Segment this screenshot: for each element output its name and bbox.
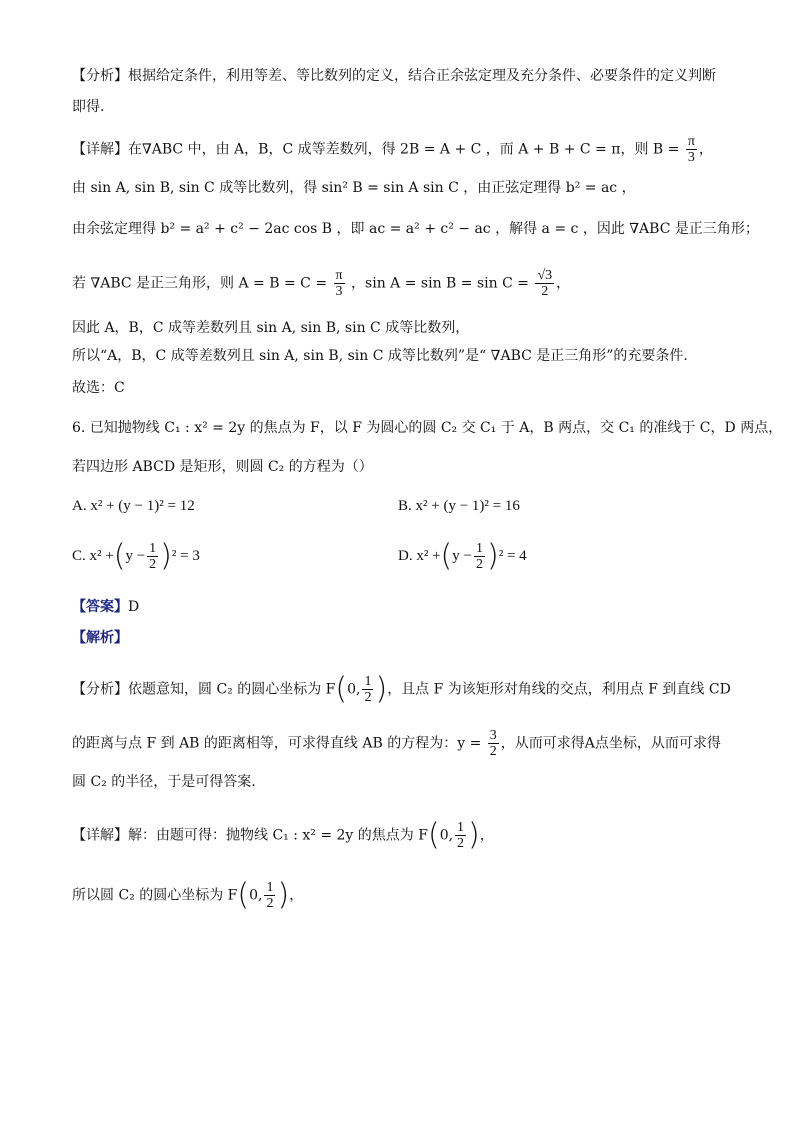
option-d [398, 538, 527, 574]
answer-line [72, 597, 139, 617]
paren-right: ) [375, 671, 388, 707]
analysis2-line2-end: ，从而可求得A点坐标，从而可求得 [500, 735, 721, 752]
frac-den: 2 [457, 836, 465, 851]
fraction-one-half [474, 541, 485, 572]
frac-den: 3 [687, 150, 695, 165]
option-d-label: D. x² + [398, 547, 441, 564]
detail1-line1-text: ∇ABC 中，由 A，B，C 成等差数列，得 2B = A + C ，而 A + B + C = π，则 B = [142, 141, 680, 158]
paren-left: ( [427, 817, 440, 853]
fraction-one-half [264, 880, 275, 911]
jiexi-line [72, 628, 128, 648]
detail1-line5: 因此 A，B，C 成等差数列且 sin A, sin B, sin C 成等比数列， [72, 320, 470, 336]
frac-den: 2 [475, 557, 483, 572]
frac-num: π [687, 134, 695, 149]
frac-den: 2 [489, 744, 497, 759]
frac-den: 3 [335, 284, 343, 299]
frac-den: 2 [149, 557, 157, 572]
paren-left: ( [237, 877, 250, 913]
fraction-one-half [362, 674, 373, 705]
answer-value: D [128, 599, 140, 615]
answer-label: 【答案】 [72, 599, 128, 615]
frac-den: 2 [364, 690, 372, 705]
analysis2-line2-text: 的距离与点 F 到 AB 的距离相等，可求得直线 AB 的方程为：y = [72, 735, 482, 752]
option-c-inner: y − [125, 547, 146, 564]
option-d-inner: y − [452, 547, 472, 564]
frac-num: 1 [457, 820, 465, 835]
point-inner: 0, [249, 887, 263, 904]
frac-num: 1 [266, 880, 274, 895]
question6-line2: 若四边形 ABCD 是矩形，则圆 C₂ 的方程为（） [72, 459, 373, 475]
frac-num: 3 [489, 728, 497, 743]
detail2-line1 [72, 817, 494, 853]
detail2-line1-text: 【详解】解：由题可得：抛物线 C₁ : x² = 2y 的焦点为 F [72, 827, 428, 844]
fraction-one-half [147, 541, 158, 572]
option-c-end: ² = 3 [171, 547, 200, 564]
detail1-line4-mid: ，sin A = sin B = sin C = [351, 275, 529, 292]
paren-left: ( [113, 538, 126, 574]
detail1-line4-text: 若 ∇ABC 是正三角形，则 A = B = C = [72, 275, 328, 292]
point-inner: 0, [347, 681, 361, 698]
detail1-line4 [72, 268, 570, 299]
paren-right: ) [486, 538, 499, 574]
detail1-line6: 所以“A，B，C 成等差数列且 sin A, sin B, sin C 成等比数列”是“ ∇ABC 是正三角形”的充要条件. [72, 348, 688, 364]
analysis1-line1: 【分析】根据给定条件，利用等差、等比数列的定义，结合正余弦定理及充分条件、必要条件的定义判断 [72, 68, 716, 84]
fraction-three-halves [488, 728, 499, 759]
paren-right: ) [160, 538, 172, 574]
paren-left: ( [335, 671, 348, 707]
analysis2-line1-text: 【分析】依题意知，圆 C₂ 的圆心坐标为 F [72, 681, 336, 698]
fraction-pi-over-3 [686, 134, 697, 165]
analysis2-line1 [72, 671, 731, 707]
frac-den: 2 [541, 284, 549, 299]
detail1-line1 [72, 134, 713, 165]
detail2-line1-end: ， [479, 827, 494, 844]
paren-right: ) [468, 817, 480, 853]
option-c [72, 538, 200, 574]
detail1-line4-end: ， [556, 275, 571, 292]
analysis2-line1-end: ，且点 F 为该矩形对角线的交点，利用点 F 到直线 CD [387, 681, 731, 698]
frac-num: 1 [149, 541, 157, 556]
analysis1-line2: 即得. [72, 99, 105, 115]
detail1-line1-end: ， [698, 141, 713, 158]
detail2-line2-text: 所以圆 C₂ 的圆心坐标为 F [72, 887, 238, 904]
fraction-pi-over-3 [334, 268, 345, 299]
fraction-sqrt3-over-2 [535, 268, 554, 299]
frac-num: √3 [537, 268, 553, 283]
question6-line1: 6. 已知抛物线 C₁ : x² = 2y 的焦点为 F，以 F 为圆心的圆 C₂ 交 C₁ 于 A，B 两点，交 C₁ 的准线于 C，D 两点， [72, 420, 783, 436]
option-d-end: ² = 4 [498, 547, 527, 564]
detail1-prefix: 【详解】在 [72, 141, 142, 158]
analysis2-line3: 圆 C₂ 的半径，于是可得答案. [72, 774, 256, 790]
detail2-line2-end: ， [289, 887, 304, 904]
frac-num: π [335, 268, 343, 283]
option-b: B. x² + (y − 1)² = 16 [398, 498, 520, 514]
fraction-one-half [455, 820, 466, 851]
option-a: A. x² + (y − 1)² = 12 [72, 498, 195, 514]
paren-right: ) [277, 877, 290, 913]
frac-den: 2 [266, 896, 274, 911]
detail1-line2: 由 sin A, sin B, sin C 成等比数列，得 sin² B = sin A sin C ，由正弦定理得 b² = ac ， [72, 180, 636, 196]
frac-num: 1 [475, 541, 483, 556]
jiexi-label: 【解析】 [72, 630, 128, 646]
detail1-line3: 由余弦定理得 b² = a² + c² − 2ac cos B ，即 ac = a² + c² − ac ，解得 a = c ，因此 ∇ABC 是正三角形； [72, 221, 759, 237]
point-inner: 0, [439, 827, 454, 844]
detail2-line2 [72, 877, 304, 913]
option-c-label: C. x² + [72, 547, 114, 564]
analysis2-line2 [72, 728, 721, 759]
frac-num: 1 [364, 674, 372, 689]
detail1-line7: 故选：C [72, 380, 125, 396]
paren-left: ( [440, 538, 453, 574]
